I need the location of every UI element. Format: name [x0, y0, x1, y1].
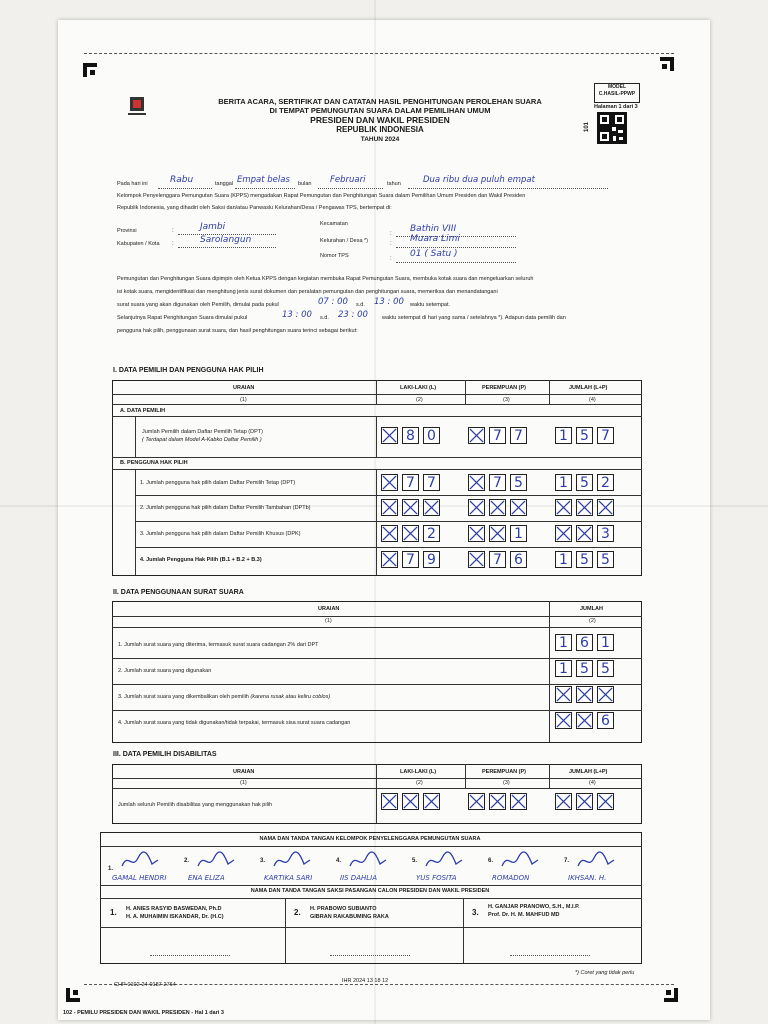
s3-col-jumlah: JUMLAH (L+P) [569, 769, 608, 775]
s2-r4-digit-3: 6 [597, 712, 614, 729]
tanggal-value: Empat belas [237, 175, 290, 185]
s1-num-3: (3) [503, 397, 510, 403]
hari-label: Pada hari ini [117, 181, 148, 187]
s2-r3-label-b: (karena rusak atau keliru coblos) [250, 694, 331, 700]
s1-b1-perempuan-digit-1 [468, 474, 485, 491]
s1-hline-7 [135, 521, 642, 522]
tanggal-label: tanggal [215, 181, 234, 187]
s1-b3-jumlah-digit-2 [576, 525, 593, 542]
intro-sentence-1: Kelompok Penyelenggara Pemungutan Suara (KPPS) mengadakan Rapat Pemungutan dan Penghitungan Suara dalam Pemilihan Umum Presiden dan Wakil Presiden [117, 193, 526, 199]
s1-a-jumlah-digit-3: 7 [597, 427, 614, 444]
tps-underline [396, 262, 516, 263]
s2-hline-1 [112, 616, 642, 617]
registration-mark-top-left [83, 63, 97, 77]
s1-b1-laki-digit-2: 7 [402, 474, 419, 491]
s1-b3-laki-digit-1 [381, 525, 398, 542]
time-start-counting: 13 : 00 [282, 310, 312, 320]
s2-hline-3 [112, 658, 642, 659]
kabupaten-label: Kabupaten / Kota [117, 241, 160, 247]
s1-b1-perempuan-digit-3: 5 [510, 474, 527, 491]
s3-jumlah-digit-1 [555, 793, 572, 810]
s2-r1-digit-3: 1 [597, 634, 614, 651]
kecamatan-value: Bathin VIII [410, 224, 457, 234]
footer-code-center: IHR 2024 13 18 12 [342, 978, 389, 984]
s1-col-laki: LAKI-LAKI (L) [400, 385, 437, 391]
s1-b2-label: 2. Jumlah pengguna hak pilih dalam Daftar Pemilih Tambahan (DPTb) [140, 505, 311, 511]
s2-hline-4 [112, 684, 642, 685]
s1-b1-jumlah-digit-3: 2 [597, 474, 614, 491]
hari-underline [158, 188, 212, 189]
s1-hline-8 [135, 547, 642, 548]
dotted-cut-line-top [84, 53, 674, 54]
bulan-label: bulan [298, 181, 312, 187]
s3-col-laki: LAKI-LAKI (L) [400, 769, 437, 775]
s2-r1-label: 1. Jumlah surat suara yang diterima, termasuk surat suara cadangan 2% dari DPT [118, 642, 319, 648]
s3-perempuan-digit-1 [468, 793, 485, 810]
kpps-member-5-signature [424, 850, 464, 872]
s2-hline-2 [112, 627, 642, 628]
footer-bottom: 102 - PEMILU PRESIDEN DAN WAKIL PRESIDEN - Hal 1 dari 3 [63, 1010, 224, 1016]
footnote: *) Coret yang tidak perlu [575, 970, 635, 976]
kpps-member-1-signature [120, 850, 160, 872]
s3-col-uraian: URAIAN [233, 769, 255, 775]
s1-b2-laki-digit-2 [402, 499, 419, 516]
provinsi-value: Jambi [200, 222, 226, 232]
model-code: C.HASIL-PPWP [598, 91, 636, 97]
pair3-president: H. GANJAR PRANOWO, S.H., M.I.P. [488, 904, 580, 910]
s2-r3-digit-3 [597, 686, 614, 703]
s3-laki-digit-2 [402, 793, 419, 810]
s1-vline-2 [465, 380, 466, 405]
s1-b1-jumlah-digit-2: 5 [576, 474, 593, 491]
s1-b4-perempuan-digit-2: 7 [489, 551, 506, 568]
hari-value: Rabu [170, 175, 194, 185]
s2-num-2: (2) [589, 618, 596, 624]
paragraph-line-3b: s.d. [356, 302, 365, 308]
form-title-line-1: BERITA ACARA, SERTIFIKAT DAN CATATAN HASIL PENGHITUNGAN PEROLEHAN SUARA [218, 97, 542, 106]
section3-title: III. DATA PEMILIH DISABILITAS [113, 751, 217, 758]
kpps-member-6-signature [500, 850, 540, 872]
kpps-member-5-name: YUS FOSITA [416, 874, 457, 882]
qr-code-icon [597, 112, 627, 144]
s3-num-3: (3) [503, 780, 510, 786]
s3-num-1: (1) [240, 780, 247, 786]
kelurahan-value: Muara Limi [410, 234, 460, 244]
s3-num-2: (2) [416, 780, 423, 786]
s1-a-row-line1: Jumlah Pemilih dalam Daftar Pemilih Tetap (DPT) [142, 429, 263, 435]
s2-r3-digit-2 [576, 686, 593, 703]
s1-hline-3 [112, 416, 642, 417]
s3-jumlah-digit-2 [576, 793, 593, 810]
s2-col-uraian: URAIAN [318, 606, 340, 612]
s1-hline-2 [112, 404, 642, 405]
s3-hline-1 [112, 778, 642, 779]
s1-col-perempuan: PEREMPUAN (P) [482, 385, 527, 391]
s1-b3-perempuan-digit-1 [468, 525, 485, 542]
s1-a-perempuan-digit-2: 7 [489, 427, 506, 444]
model-badge [594, 83, 640, 103]
s1-a-perempuan-digit-3: 7 [510, 427, 527, 444]
s1-col-jumlah: JUMLAH (L+P) [569, 385, 608, 391]
s2-r4-label: 4. Jumlah surat suara yang tidak digunakan/tidak terpakai, termasuk sisa surat suara cadangan [118, 720, 351, 726]
pair1-president: H. ANIES RASYID BASWEDAN, Ph.D [126, 906, 222, 912]
section2-title: II. DATA PENGGUNAAN SURAT SUARA [113, 589, 244, 596]
s1-hline-5 [112, 469, 642, 470]
s3-col-perempuan: PEREMPUAN (P) [482, 769, 527, 775]
s1-b2-perempuan-digit-2 [489, 499, 506, 516]
paragraph-line-3c: waktu setempat. [410, 302, 451, 308]
s2-hline-5 [112, 710, 642, 711]
s1-b4-perempuan-digit-3: 6 [510, 551, 527, 568]
s1-a-laki-digit-2: 8 [402, 427, 419, 444]
kpps-member-1-number: 1. [108, 866, 114, 872]
s1-hline-1 [112, 394, 642, 395]
pair2-vice: GIBRAN RAKABUMING RAKA [310, 914, 389, 920]
s3-jumlah-digit-3 [597, 793, 614, 810]
s1-b4-jumlah-digit-3: 5 [597, 551, 614, 568]
s1-b1-label: 1. Jumlah pengguna hak pilih dalam Daftar Pemilih Tetap (DPT) [140, 480, 296, 486]
sig-hline-4 [100, 927, 642, 928]
s1-b4-jumlah-digit-2: 5 [576, 551, 593, 568]
tahun-value: Dua ribu dua puluh empat [423, 175, 535, 185]
paragraph-line-2: isi kotak suara, mengidentifikasi dan menghitung jenis surat dokumen dan peralatan pemungutan dan penghitungan suara, memeriksa dan menandatangani [117, 289, 498, 295]
s1-b1-jumlah-digit-1: 1 [555, 474, 572, 491]
kpps-signature-title: NAMA DAN TANDA TANGAN KELOMPOK PENYELENGGARA PEMUNGUTAN SUARA [259, 836, 481, 842]
tahun-label: tahun [387, 181, 401, 187]
kpps-member-4-signature [348, 850, 388, 872]
s2-vline [549, 601, 550, 742]
sig-hline-1 [100, 846, 642, 847]
s2-r4-digit-2 [576, 712, 593, 729]
s1-vline-3 [549, 380, 550, 405]
provinsi-label: Provinsi [117, 228, 137, 234]
form-title-line-4: REPUBLIK INDONESIA [336, 125, 424, 134]
kpps-member-7-signature [576, 850, 616, 872]
paragraph-line-5: pengguna hak pilih, penggunaan surat suara, dan hasil penghitungan suara terinci sebagai berikut: [117, 328, 358, 334]
pair2-number: 2. [294, 908, 301, 917]
s1-b3-perempuan-digit-2 [489, 525, 506, 542]
bulan-value: Februari [330, 175, 366, 185]
section1-title: I. DATA PEMILIH DAN PENGGUNA HAK PILIH [113, 367, 264, 374]
tanggal-underline [235, 188, 295, 189]
s2-r3-digit-1 [555, 686, 572, 703]
kpps-member-2-signature [196, 850, 236, 872]
form-title-line-3: PRESIDEN DAN WAKIL PRESIDEN [310, 115, 450, 125]
s1-b1-perempuan-digit-2: 7 [489, 474, 506, 491]
s1-b4-laki-digit-2: 7 [402, 551, 419, 568]
s1-b2-laki-digit-1 [381, 499, 398, 516]
time-start-voting: 07 : 00 [318, 297, 348, 307]
paragraph-line-1: Pemungutan dan Penghitungan Suara dipimpin oleh Ketua KPPS dengan kegiatan membuka Rapat Pemungutan Suara, membuka kotak suara dan mengeluarkan seluruh [117, 276, 534, 282]
s1-b3-jumlah-digit-1 [555, 525, 572, 542]
s2-r2-label: 2. Jumlah surat suara yang digunakan [118, 668, 212, 674]
s1-vline-4 [376, 416, 377, 457]
s1-col-uraian: URAIAN [233, 385, 255, 391]
paragraph-line-4a: Selanjutnya Rapat Penghitungan Suara dimulai pukul [117, 315, 248, 321]
s1-hline-4 [112, 457, 642, 458]
kpps-member-4-number: 4. [336, 858, 342, 864]
pair1-vice: H. A. MUHAIMIN ISKANDAR, Dr. (H.C) [126, 914, 224, 920]
kpps-member-6-name: ROMADON [492, 874, 530, 882]
s1-a-row-line2: ( Terdapat dalam Model A-Kabko Daftar Pemilih ) [142, 437, 262, 443]
s2-r2-digit-3: 5 [597, 660, 614, 677]
bulan-underline [318, 188, 383, 189]
s2-r3-label [118, 694, 330, 700]
kpps-member-7-name: IKHSAN. H. [568, 874, 607, 882]
tps-label: Nomor TPS [320, 253, 349, 259]
model-label: MODEL [607, 84, 627, 90]
s2-r2-digit-1: 1 [555, 660, 572, 677]
kpps-member-1-name: GAMAL HENDRI [112, 874, 167, 882]
kpps-member-5-number: 5. [412, 858, 418, 864]
footer-code-left: CHP-0102-24-0187-2764 [114, 982, 176, 988]
kelurahan-label: Kelurahan / Desa *) [320, 238, 368, 244]
kpps-member-7-number: 7. [564, 858, 570, 864]
s3-row-label: Jumlah seluruh Pemilih disabilitas yang menggunakan hak pilih [118, 802, 273, 808]
tps-colon: : [390, 256, 392, 262]
s1-a-perempuan-digit-1 [468, 427, 485, 444]
tps-value: 01 ( Satu ) [410, 249, 458, 259]
s2-r1-digit-2: 6 [576, 634, 593, 651]
provinsi-colon: : [172, 228, 174, 234]
s1-vline-a [135, 416, 136, 457]
s2-r1-digit-1: 1 [555, 634, 572, 651]
s1-a-laki-digit-3: 0 [423, 427, 440, 444]
s1-b2-jumlah-digit-2 [576, 499, 593, 516]
time-end-counting: 23 : 00 [338, 310, 368, 320]
s1-b3-laki-digit-2 [402, 525, 419, 542]
s1-a-jumlah-digit-1: 1 [555, 427, 572, 444]
s1-b3-perempuan-digit-3: 1 [510, 525, 527, 542]
pair2-president: H. PRABOWO SUBIANTO [310, 906, 377, 912]
page-indicator: Halaman 1 dari 3 [594, 104, 638, 110]
s1-b3-laki-digit-3: 2 [423, 525, 440, 542]
s3-vline-3 [549, 764, 550, 789]
s2-r3-label-a: 3. Jumlah surat suara yang dikembalikan oleh pemilih [118, 694, 249, 700]
s1-a-title: A. DATA PEMILIH [120, 408, 166, 414]
pair3-vice: Prof. Dr. H. M. MAHFUD MD [488, 912, 560, 918]
s1-vline-b [135, 469, 136, 575]
s1-num-1: (1) [240, 397, 247, 403]
s2-num-1: (1) [325, 618, 332, 624]
kabupaten-underline [178, 247, 276, 248]
s1-b3-jumlah-digit-3: 3 [597, 525, 614, 542]
intro-sentence-2: Republik Indonesia, yang dihadiri oleh Saksi dan/atau Panwaslu Kelurahan/Desa / Pengawas TPS, bertempat di: [117, 205, 392, 211]
s1-b3-label: 3. Jumlah pengguna hak pilih dalam Daftar Pemilih Khusus (DPK) [140, 531, 301, 537]
s1-b4-laki-digit-3: 9 [423, 551, 440, 568]
time-end-voting: 13 : 00 [374, 297, 404, 307]
kpps-member-2-number: 2. [184, 858, 190, 864]
code-side: 101 [584, 121, 591, 133]
s1-b4-label: 4. Jumlah Pengguna Hak Pilih (B.1 + B.2 + B.3) [140, 557, 262, 563]
kpps-member-3-number: 3. [260, 858, 266, 864]
sig-vline-1 [285, 898, 286, 963]
s2-r4-digit-1 [555, 712, 572, 729]
s1-a-jumlah-digit-2: 5 [576, 427, 593, 444]
sig-hline-2 [100, 885, 642, 886]
kpps-member-4-name: IIS DAHLIA [340, 874, 377, 882]
s3-vline-1 [376, 764, 377, 823]
kecamatan-colon: : [390, 231, 392, 237]
s1-b2-jumlah-digit-3 [597, 499, 614, 516]
s3-perempuan-digit-2 [489, 793, 506, 810]
s3-vline-2 [465, 764, 466, 789]
paragraph-line-4b: s.d. [320, 315, 329, 321]
s1-a-laki-digit-1 [381, 427, 398, 444]
s3-num-4: (4) [589, 780, 596, 786]
form-title-line-2: DI TEMPAT PEMUNGUTAN SUARA DALAM PEMILIHAN UMUM [269, 106, 491, 115]
s1-num-2: (2) [416, 397, 423, 403]
s2-r2-digit-2: 5 [576, 660, 593, 677]
paragraph-line-3a: surat suara yang akan digunakan oleh Pemilih, dimulai pada pukul [117, 302, 279, 308]
paragraph-line-4c: waktu setempat di hari yang sama / setelahnya *). Adapun data pemilih dan [382, 315, 566, 321]
registration-mark-top-right [660, 57, 674, 71]
s2-col-jumlah: JUMLAH [580, 606, 603, 612]
kpps-member-2-name: ENA ELIZA [188, 874, 225, 882]
kabupaten-colon: : [172, 241, 174, 247]
kabupaten-value: Sarolangun [200, 235, 252, 245]
pair3-number: 3. [472, 908, 479, 917]
s1-num-4: (4) [589, 397, 596, 403]
sig-vline-2 [463, 898, 464, 963]
tahun-underline [408, 188, 608, 189]
s1-b2-jumlah-digit-1 [555, 499, 572, 516]
s3-laki-digit-3 [423, 793, 440, 810]
s1-b2-perempuan-digit-1 [468, 499, 485, 516]
kpps-member-3-signature [272, 850, 312, 872]
form-title-year: TAHUN 2024 [360, 136, 400, 143]
registration-mark-bottom-left [66, 988, 80, 1002]
s3-hline-2 [112, 788, 642, 789]
s1-b2-laki-digit-3 [423, 499, 440, 516]
s1-b4-jumlah-digit-1: 1 [555, 551, 572, 568]
s1-vline-1 [376, 380, 377, 405]
kecamatan-label: Kecamatan [320, 221, 348, 227]
s3-laki-digit-1 [381, 793, 398, 810]
s1-b-title: B. PENGGUNA HAK PILIH [120, 460, 188, 466]
kpps-member-3-name: KARTIKA SARI [264, 874, 313, 882]
registration-mark-bottom-right [664, 988, 678, 1002]
s1-b1-laki-digit-3: 7 [423, 474, 440, 491]
s1-vline-5 [376, 469, 377, 575]
kelurahan-underline [396, 247, 516, 248]
saksi1-sign-line [150, 955, 230, 956]
s1-b2-perempuan-digit-3 [510, 499, 527, 516]
s1-b1-laki-digit-1 [381, 474, 398, 491]
pair1-number: 1. [110, 908, 117, 917]
kpps-member-6-number: 6. [488, 858, 494, 864]
saksi-signature-title: NAMA DAN TANDA TANGAN SAKSI PASANGAN CALON PRESIDEN DAN WAKIL PRESIDEN [250, 888, 490, 894]
kelurahan-colon: : [390, 241, 392, 247]
s1-hline-6 [135, 495, 642, 496]
saksi2-sign-line [330, 955, 410, 956]
sig-hline-3 [100, 898, 642, 899]
s1-b4-laki-digit-1 [381, 551, 398, 568]
s1-b4-perempuan-digit-1 [468, 551, 485, 568]
saksi3-sign-line [510, 955, 590, 956]
s3-perempuan-digit-3 [510, 793, 527, 810]
kpu-logo-icon [126, 94, 148, 120]
